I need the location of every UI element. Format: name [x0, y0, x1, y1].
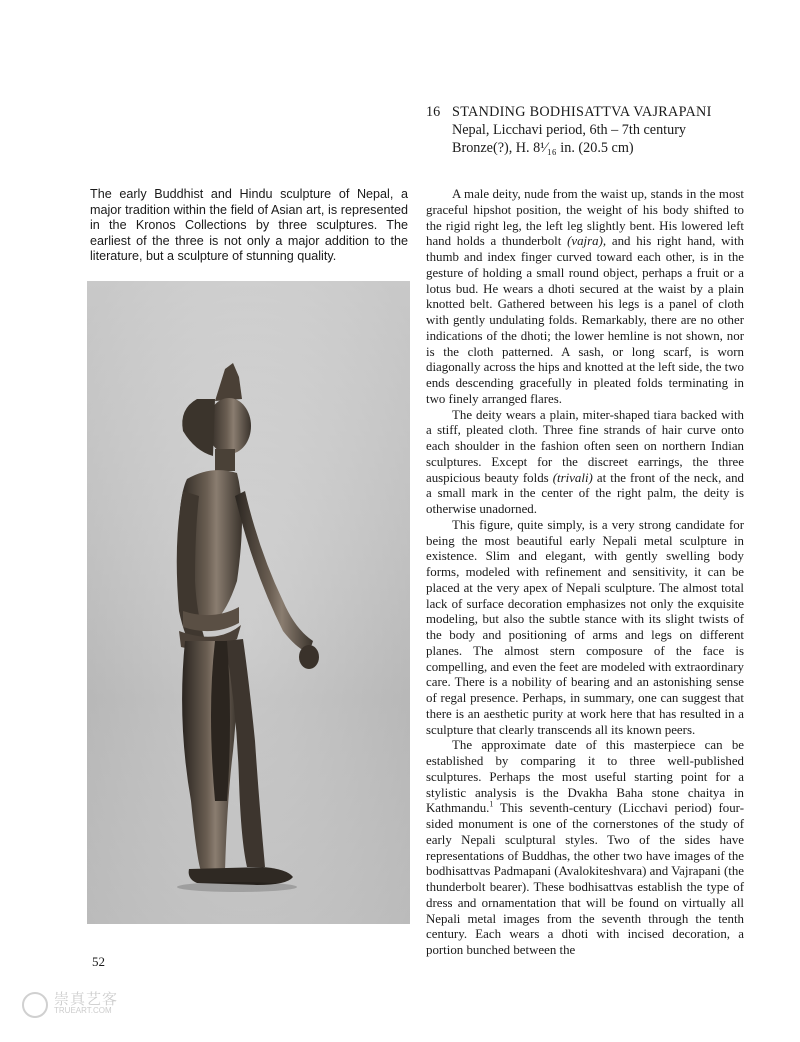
paragraph-tiara [426, 408, 744, 518]
page-number: 52 [92, 954, 105, 969]
intro-text: The early Buddhist and Hindu sculpture of Nepal, a major tradition within the field of Asian art, is represented in the Kronos Collections by three sculptures. The earliest of the three is not only a major addition to the literature, but a sculpture of stunning quality. [90, 187, 408, 264]
watermark-en: TRUEART.COM [54, 1006, 112, 1015]
paragraph-text: This seventh-century (Licchavi period) four-sided monument is one of the cornerstones of the study of early Nepali sculptural styles. Two of the sides have representations of Buddhas, the other two have images of the bodhisattvas Padmapani (Avalokiteshvara) and Vajrapani (the thunderbolt bearer). These bodhisattvas establish the type of dress and ornamentation that will be found on virtually all Nepali metal images from the seventh through the tenth century. Each wears a dhoti with incised decoration, a portion bunched between the [426, 801, 744, 957]
plate-number: 16 [426, 104, 441, 120]
intro-paragraph [90, 187, 408, 265]
paragraph-dating [426, 738, 744, 959]
paragraph-text: The approximate date of this masterpiece can be established by comparing it to three well-published sculptures. Perhaps the most useful starting point for a stylistic analysis is the Dvakha Baha stone chaitya in Kathmandu. [426, 738, 744, 816]
footnote-marker[interactable]: 1 [489, 799, 494, 809]
caption-title-line [426, 103, 766, 121]
paragraph-text: The deity wears a plain, miter-shaped tiara backed with a stiff, pleated cloth. Three fine strands of hair curve onto each shoulder in the fashion often seen on northern Indian sculptures. Except for the discreet earrings, the three auspicious beauty folds [426, 407, 744, 485]
main-text [426, 187, 744, 959]
italic-term-trivali: (trivali) [552, 470, 593, 485]
watermark-logo-icon [22, 992, 48, 1018]
sculpture-photo [87, 281, 410, 924]
watermark [22, 992, 118, 1018]
paragraph-description [426, 187, 744, 408]
plate-caption [426, 103, 766, 157]
paragraph-assessment: This figure, quite simply, is a very strong candidate for being the most beautiful early Nepali metal sculpture in existence. Slim and elegant, with gently swelling body forms, modeled with refinement and sensitivity, it can be placed at the very apex of Nepali sculpture. The almost total lack of surface decoration emphasizes not only the exquisite modeling, but also the subtle stance with its slight twists of the body and positioning of arms and legs on different planes. The almost stern composure of the face is compelling, and even the feet are modeled with extraordinary care. There is a nobility of bearing and an astonishing sense of regal presence. Perhaps, in summary, one can suggest that there is an aesthetic purity at work here that has resulted in a sculpture that clearly transcends all its known peers. [426, 517, 744, 737]
plate-origin: Nepal, Licchavi period, 6th – 7th century [452, 122, 687, 138]
italic-term-vajra: (vajra), [567, 234, 607, 249]
plate-material: Bronze(?), H. 8¹⁄₁₆ in. (20.5 cm) [452, 140, 634, 156]
watermark-text [54, 990, 119, 1017]
paragraph-text: at the front of the neck, and a small mark in the center of the right palm, the deity is otherwise unadorned. [426, 470, 744, 516]
paragraph-text: A male deity, nude from the waist up, stands in the most graceful hipshot position, the weight of his body shifted to the rigid right leg, the left leg slightly bent. His lowered left hand holds a thunderbolt [426, 187, 744, 249]
plate-title: STANDING BODHISATTVA VAJRAPANI [452, 104, 712, 120]
watermark-cn: 崇真艺客 [54, 990, 119, 1008]
paragraph-text: and his right hand, with thumb and index finger curved toward each other, is in the gesture of holding a small round object, perhaps a fruit or a lotus bud. He wears a dhoti secured at the waist by a plain knotted belt. Gathered between his legs is a panel of cloth with gently undulating folds. Remarkably, there are no other indications of the dhoti; the lower hemline is not shown, nor is the cloth patterned. A sash, or long scarf, is worn diagonally across the hips and knotted at the left side, the two ends descending gracefully in pleated folds terminating in two finely arranged flares. [426, 234, 744, 406]
bodhisattva-figure-image [87, 281, 410, 924]
